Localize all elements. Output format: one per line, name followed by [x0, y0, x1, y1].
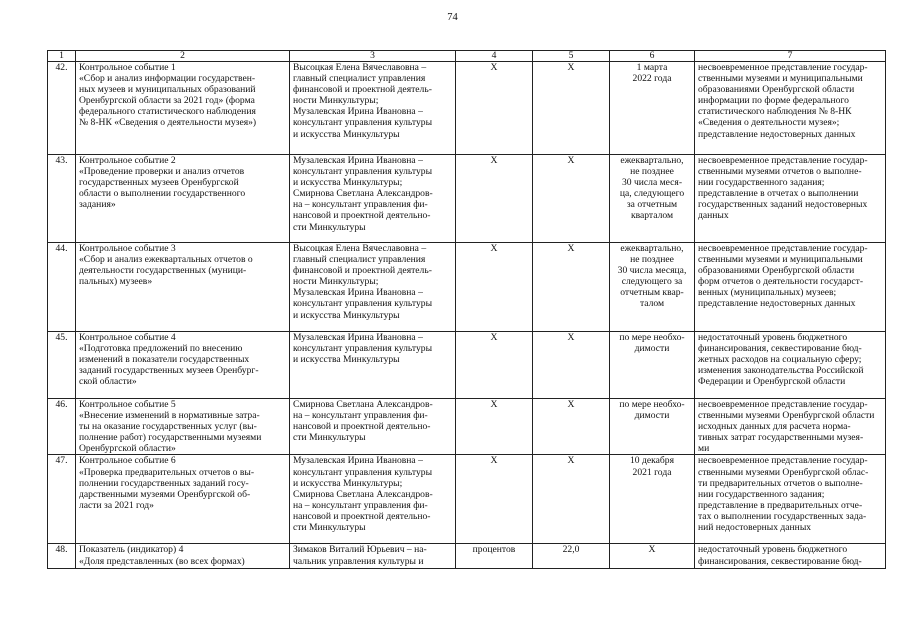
cell-line: следующего за — [621, 276, 683, 288]
cell-line: «Доля представленных (во всех формах) — [79, 555, 245, 567]
cell-line: ственными музеями и муниципальными — [698, 73, 863, 85]
cell-line: венных (муниципальных) музеев; — [698, 287, 837, 299]
header-cell: 2 — [76, 51, 290, 62]
cell-line: тах о выполнении государственных зада- — [698, 510, 867, 522]
cell-line: федерального статистического наблюдения — [79, 106, 256, 118]
value-cell: Х — [533, 455, 610, 544]
term-cell — [610, 243, 695, 332]
cell-line: «Сбор и анализ информации государствен- — [79, 73, 256, 85]
header-cell: 3 — [290, 51, 456, 62]
cell-line: 1 марта — [636, 62, 668, 73]
cell-line: несвоевременное представление государ- — [698, 243, 868, 254]
cell-line: сти Минкультуры — [293, 522, 366, 534]
responsible-cell — [290, 62, 456, 155]
cell-line: представление недостоверных данных — [698, 128, 856, 140]
responsible-cell — [290, 455, 456, 544]
cell-line: финансирования, секвестирование бюд- — [698, 343, 862, 355]
cell-line: недостаточный уровень бюджетного — [698, 544, 848, 556]
risk-cell — [695, 332, 886, 399]
term-cell — [610, 62, 695, 155]
cell-line: государственных музеев Оренбургской — [79, 177, 239, 189]
cell-line: полнение работ) государственными музеями — [79, 432, 262, 444]
value-cell: 22,0 — [533, 544, 610, 569]
cell-line: Музалевская Ирина Ивановна – — [293, 287, 423, 299]
risk-cell — [695, 155, 886, 243]
cell-line: представление в отчетах о выполнении — [698, 188, 859, 200]
unit-cell: Х — [456, 62, 533, 155]
table-row — [48, 332, 886, 399]
cell-line: статистического наблюдения № 8-НК — [698, 106, 852, 118]
cell-line: Х — [648, 544, 656, 556]
cell-line: отчетным квар- — [620, 287, 684, 299]
cell-line: Контрольное событие 4 — [79, 332, 176, 343]
cell-line: несвоевременное представление государ- — [698, 399, 868, 410]
header-row — [48, 51, 886, 62]
term-cell — [610, 399, 695, 455]
event-cell — [76, 399, 290, 455]
cell-line: ственными музеями и муниципальными — [698, 254, 863, 266]
cell-line: Высоцкая Елена Вячеславовна – — [293, 243, 427, 254]
cell-line: ных музеев и муниципальных образований — [79, 84, 256, 96]
value-cell: Х — [533, 62, 610, 155]
cell-line: Зимаков Виталий Юрьевич – на- — [293, 544, 427, 556]
page-number: 74 — [447, 12, 458, 23]
row-number: 43. — [48, 155, 76, 243]
cell-line: Смирнова Светлана Александров- — [293, 488, 433, 500]
cell-line: ственными музеями Оренбургской облас- — [698, 466, 869, 478]
cell-line: и искусства Минкультуры — [293, 354, 400, 366]
cell-line: задания» — [79, 199, 116, 211]
cell-line: Контрольное событие 5 — [79, 399, 176, 410]
cell-line: данных — [698, 210, 729, 222]
table-row — [48, 399, 886, 455]
cell-line: полнении государственных заданий госу- — [79, 477, 249, 489]
event-cell — [76, 243, 290, 332]
value-cell: Х — [533, 243, 610, 332]
cell-line: не позднее — [630, 166, 674, 178]
cell-line: по мере необхо- — [619, 332, 685, 343]
cell-line: и искусства Минкультуры; — [293, 477, 403, 489]
cell-line: нансовой и проектной деятельно- — [293, 510, 431, 522]
table-row — [48, 455, 886, 544]
cell-line: Федерации и Оренбургской области — [698, 376, 846, 388]
unit-cell: Х — [456, 455, 533, 544]
cell-line: талом — [639, 298, 665, 310]
event-cell — [76, 155, 290, 243]
cell-line: информации по форме федерального — [698, 95, 849, 107]
cell-line: форм отчетов о деятельности государст- — [698, 276, 864, 288]
cell-line: димости — [634, 410, 670, 422]
cell-line: тивных затрат государственными музея- — [698, 432, 864, 444]
cell-line: консультант управления культуры — [293, 343, 433, 355]
row-number: 46. — [48, 399, 76, 455]
cell-line: представление недостоверных данных — [698, 298, 856, 310]
cell-line: недостаточный уровень бюджетного — [698, 332, 848, 343]
cell-line: ты на оказание государственных услуг (вы- — [79, 421, 257, 433]
unit-cell: процентов — [456, 544, 533, 569]
cell-line: ежеквартально, — [620, 155, 684, 166]
cell-line: Музалевская Ирина Ивановна – — [293, 155, 423, 166]
cell-line: заданий государственных музеев Оренбург- — [79, 365, 259, 377]
cell-line: на – консультант управления фи- — [293, 199, 428, 211]
table-row — [48, 544, 886, 569]
cell-line: 30 числа месяца, — [617, 265, 687, 277]
unit-cell: Х — [456, 332, 533, 399]
cell-line: финансирования, секвестирование бюд- — [698, 555, 862, 567]
cell-line: ской области» — [79, 376, 137, 388]
cell-line: консультант управления культуры — [293, 117, 433, 129]
cell-line: главный специалист управления — [293, 254, 426, 266]
responsible-cell — [290, 155, 456, 243]
cell-line: несвоевременное представление государ- — [698, 155, 868, 166]
cell-line: «Сведения о деятельности музея»; — [698, 117, 840, 129]
header-cell: 4 — [456, 51, 533, 62]
cell-line: «Сбор и анализ ежеквартальных отчетов о — [79, 254, 253, 266]
cell-line: деятельности государственных (муници- — [79, 265, 247, 277]
cell-line: 2022 года — [632, 73, 672, 85]
responsible-cell — [290, 243, 456, 332]
cell-line: государственных заданий недостоверных — [698, 199, 868, 211]
cell-line: Высоцкая Елена Вячеславовна – — [293, 62, 427, 73]
cell-line: Музалевская Ирина Ивановна – — [293, 332, 423, 343]
cell-line: изменения законодательства Российской — [698, 365, 864, 377]
responsible-cell — [290, 332, 456, 399]
cell-line: финансовой и проектной деятель- — [293, 84, 432, 96]
cell-line: Контрольное событие 3 — [79, 243, 176, 254]
cell-line: Смирнова Светлана Александров- — [293, 399, 433, 410]
cell-line: 10 декабря — [630, 455, 674, 467]
cell-line: «Внесение изменений в нормативные затра- — [79, 410, 260, 422]
cell-line: не позднее — [630, 254, 674, 266]
event-cell — [76, 455, 290, 544]
cell-line: пальных) музеев» — [79, 276, 153, 288]
cell-line: изменений в показатели государственных — [79, 354, 250, 366]
event-cell — [76, 332, 290, 399]
table-row — [48, 155, 886, 243]
header-cell: 1 — [48, 51, 76, 62]
cell-line: 2021 года — [632, 466, 672, 478]
cell-line: димости — [634, 343, 670, 355]
row-number: 42. — [48, 62, 76, 155]
cell-line: несвоевременное представление государ- — [698, 455, 868, 467]
event-cell — [76, 62, 290, 155]
cell-line: Контрольное событие 2 — [79, 155, 176, 166]
cell-line: области о выполнении государственного — [79, 188, 246, 200]
cell-line: консультант управления культуры — [293, 166, 433, 178]
cell-line: жетных расходов на социальную сферу; — [698, 354, 862, 366]
table-row — [48, 62, 886, 155]
term-cell — [610, 455, 695, 544]
cell-line: Оренбургской области за 2021 год» (форма — [79, 95, 255, 107]
cell-line: ти предварительных отчетов о выполне- — [698, 477, 863, 489]
cell-line: Контрольное событие 6 — [79, 455, 176, 467]
risk-cell — [695, 399, 886, 455]
cell-line: ласти за 2021 год» — [79, 499, 154, 511]
row-number: 47. — [48, 455, 76, 544]
cell-line: ний недостоверных данных — [698, 522, 812, 534]
plan-table — [47, 50, 886, 569]
header-cell: 5 — [533, 51, 610, 62]
table-row — [48, 243, 886, 332]
cell-line: несвоевременное представление государ- — [698, 62, 868, 73]
cell-line: сти Минкультуры — [293, 221, 366, 233]
cell-line: дарственными музеями Оренбургской об- — [79, 488, 251, 500]
event-cell — [76, 544, 290, 569]
term-cell — [610, 155, 695, 243]
cell-line: ми — [698, 443, 710, 455]
row-number: 48. — [48, 544, 76, 569]
header-cell: 6 — [610, 51, 695, 62]
cell-line: Смирнова Светлана Александров- — [293, 188, 433, 200]
cell-line: Музалевская Ирина Ивановна – — [293, 106, 423, 118]
risk-cell — [695, 544, 886, 569]
cell-line: главный специалист управления — [293, 73, 426, 85]
value-cell: Х — [533, 399, 610, 455]
cell-line: «Подготовка предложений по внесению — [79, 343, 243, 355]
risk-cell — [695, 455, 886, 544]
cell-line: финансовой и проектной деятель- — [293, 265, 432, 277]
unit-cell: Х — [456, 399, 533, 455]
cell-line: консультант управления культуры — [293, 466, 433, 478]
unit-cell: Х — [456, 243, 533, 332]
cell-line: нии государственного задания; — [698, 488, 825, 500]
term-cell — [610, 544, 695, 569]
risk-cell — [695, 62, 886, 155]
cell-line: ности Минкультуры; — [293, 276, 379, 288]
cell-line: кварталом — [630, 210, 674, 222]
cell-line: и искусства Минкультуры — [293, 309, 400, 321]
risk-cell — [695, 243, 886, 332]
cell-line: Показатель (индикатор) 4 — [79, 544, 184, 556]
cell-line: ственными музеями отчетов о выполне- — [698, 166, 862, 178]
cell-line: № 8-НК «Сведения о деятельности музея») — [79, 117, 257, 129]
cell-line: образованиями Оренбургской области — [698, 265, 855, 277]
responsible-cell — [290, 544, 456, 569]
cell-line: ца, следующего — [619, 188, 685, 200]
cell-line: на – консультант управления фи- — [293, 410, 428, 422]
cell-line: нии государственного задания; — [698, 177, 825, 189]
cell-line: исходных данных для расчета норма- — [698, 421, 851, 433]
cell-line: за отчетным — [626, 199, 678, 211]
cell-line: и искусства Минкультуры; — [293, 177, 403, 189]
cell-line: чальник управления культуры и — [293, 555, 424, 567]
cell-line: и искусства Минкультуры — [293, 128, 400, 140]
cell-line: представление в предварительных отче- — [698, 499, 863, 511]
cell-line: «Проведение проверки и анализ отчетов — [79, 166, 245, 178]
row-number: 45. — [48, 332, 76, 399]
responsible-cell — [290, 399, 456, 455]
cell-line: Контрольное событие 1 — [79, 62, 176, 73]
row-number: 44. — [48, 243, 76, 332]
cell-line: 30 числа меся- — [621, 177, 683, 189]
cell-line: по мере необхо- — [619, 399, 685, 410]
term-cell — [610, 332, 695, 399]
cell-line: ежеквартально, — [620, 243, 684, 254]
header-cell: 7 — [695, 51, 886, 62]
cell-line: Музалевская Ирина Ивановна – — [293, 455, 423, 467]
cell-line: консультант управления культуры — [293, 298, 433, 310]
value-cell: Х — [533, 332, 610, 399]
cell-line: ности Минкультуры; — [293, 95, 379, 107]
cell-line: нансовой и проектной деятельно- — [293, 210, 431, 222]
cell-line: нансовой и проектной деятельно- — [293, 421, 431, 433]
cell-line: на – консультант управления фи- — [293, 499, 428, 511]
value-cell: Х — [533, 155, 610, 243]
cell-line: Оренбургской области» — [79, 443, 176, 455]
unit-cell: Х — [456, 155, 533, 243]
cell-line: сти Минкультуры — [293, 432, 366, 444]
cell-line: ственными музеями Оренбургской области — [698, 410, 875, 422]
cell-line: образованиями Оренбургской области — [698, 84, 855, 96]
cell-line: «Проверка предварительных отчетов о вы- — [79, 466, 255, 478]
